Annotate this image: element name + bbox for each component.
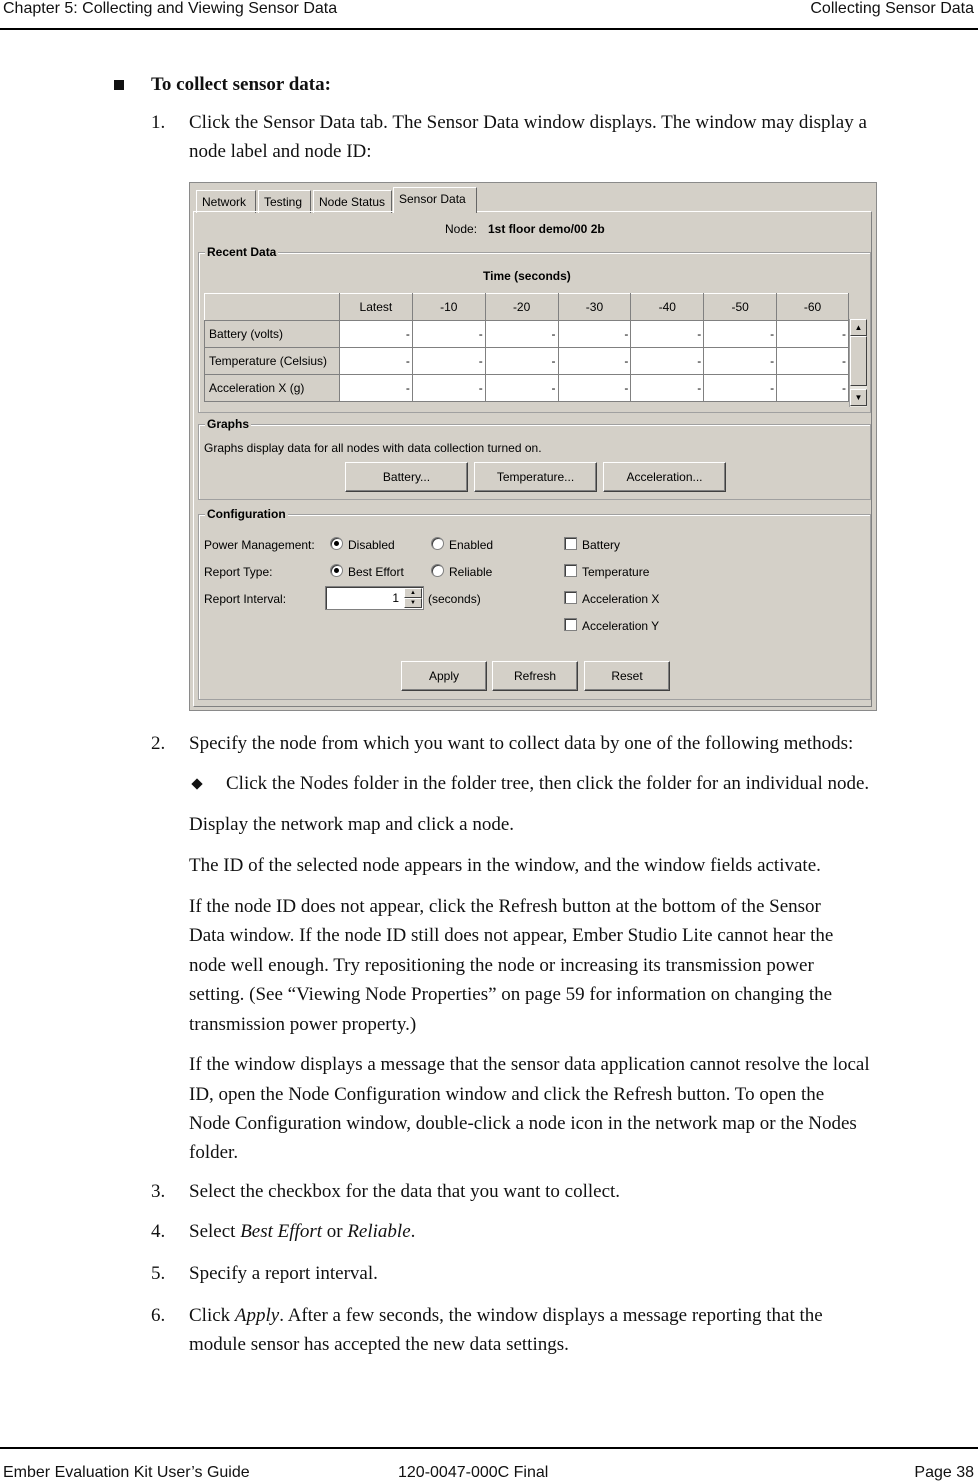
battery-check-label[interactable]: Battery xyxy=(582,538,621,552)
table-cell: - xyxy=(558,321,631,348)
row-label: Battery (volts) xyxy=(205,321,340,348)
step-text xyxy=(189,1301,823,1330)
document-id: 120-0047-000C Final xyxy=(398,1464,549,1481)
table-cell: - xyxy=(339,321,412,348)
time-header: Time (seconds) xyxy=(483,269,571,283)
step-text: Specify the node from which you want to collect data by one of the following methods: xyxy=(189,733,854,754)
table-cell: - xyxy=(412,321,485,348)
spin-down-icon[interactable]: ▼ xyxy=(404,598,422,608)
configuration-title: Configuration xyxy=(207,507,286,521)
diamond-bullet-icon xyxy=(191,778,202,789)
report-interval-spinner[interactable] xyxy=(325,586,424,610)
text-run: . After a few seconds, the window displays a message reporting that the xyxy=(279,1305,823,1326)
table-cell: - xyxy=(558,375,631,402)
step-text: node label and node ID: xyxy=(189,141,372,162)
emphasis: Apply xyxy=(234,1305,280,1326)
paragraph: ID, open the Node Configuration window and click the Refresh button. To open the xyxy=(189,1084,825,1105)
acceleration-x-checkbox[interactable] xyxy=(564,591,577,604)
text-run: Select xyxy=(189,1221,241,1242)
best-effort-radio[interactable] xyxy=(330,564,343,577)
table-cell: - xyxy=(631,348,704,375)
table-cell: - xyxy=(704,321,777,348)
temperature-check-label[interactable]: Temperature xyxy=(582,565,650,579)
spin-up-icon[interactable]: ▲ xyxy=(404,588,422,598)
paragraph: setting. (See “Viewing Node Properties” on page 59 for information on changing the xyxy=(189,984,833,1005)
paragraph: If the node ID does not appear, click the Refresh button at the bottom of the Sensor xyxy=(189,896,821,917)
step-text xyxy=(189,1217,415,1246)
page-header xyxy=(0,0,978,30)
column-header xyxy=(205,294,340,321)
table-cell: - xyxy=(704,348,777,375)
guide-title: Ember Evaluation Kit User’s Guide xyxy=(3,1464,250,1481)
refresh-button[interactable]: Refresh xyxy=(492,661,578,691)
step-text: module sensor has accepted the new data settings. xyxy=(189,1334,569,1355)
table-cell: - xyxy=(485,348,558,375)
report-type-label: Report Type: xyxy=(204,565,273,579)
paragraph: folder. xyxy=(189,1142,239,1163)
node-label: Node: xyxy=(445,222,478,236)
graphs-title: Graphs xyxy=(207,417,250,431)
table-cell: - xyxy=(558,348,631,375)
column-header[interactable]: -10 xyxy=(412,294,485,321)
scroll-thumb[interactable] xyxy=(850,336,867,386)
reset-button[interactable]: Reset xyxy=(584,661,670,691)
table-cell: - xyxy=(631,321,704,348)
text-run: Click xyxy=(189,1305,235,1326)
power-enabled-radio[interactable] xyxy=(431,537,444,550)
sensor-data-window xyxy=(189,182,877,711)
table-cell: - xyxy=(704,375,777,402)
tab-network[interactable]: Network xyxy=(196,190,256,213)
recent-data-group xyxy=(198,245,871,413)
row-label: Acceleration X (g) xyxy=(205,375,340,402)
temperature-graph-button[interactable]: Temperature... xyxy=(474,462,597,492)
paragraph: If the window displays a message that the sensor data application cannot resolve the local xyxy=(189,1054,870,1075)
column-header[interactable]: -60 xyxy=(777,294,849,321)
table-cell: - xyxy=(777,348,849,375)
tab-testing[interactable]: Testing xyxy=(258,190,311,213)
configuration-group xyxy=(198,507,871,700)
table-cell: - xyxy=(339,348,412,375)
sensor-data-panel xyxy=(193,211,872,707)
step-number: 1. xyxy=(151,112,166,133)
paragraph: Data window. If the node ID still does not appear, Ember Studio Lite cannot hear the xyxy=(189,925,834,946)
temperature-checkbox[interactable] xyxy=(564,564,577,577)
emphasis: Reliable xyxy=(347,1221,411,1242)
table-row[interactable] xyxy=(205,375,849,402)
table-scrollbar[interactable] xyxy=(849,319,867,407)
emphasis: Best Effort xyxy=(240,1221,322,1242)
best-effort-label[interactable]: Best Effort xyxy=(348,565,404,579)
paragraph: transmission power property.) xyxy=(189,1014,417,1035)
paragraph: Display the network map and click a node. xyxy=(189,814,515,835)
column-header[interactable]: -50 xyxy=(704,294,777,321)
paragraph: The ID of the selected node appears in the window, and the window fields activate. xyxy=(189,855,821,876)
column-header[interactable]: -30 xyxy=(558,294,631,321)
acceleration-y-check-label[interactable]: Acceleration Y xyxy=(582,619,660,633)
reliable-label[interactable]: Reliable xyxy=(449,565,493,579)
text-run: . xyxy=(410,1221,416,1242)
section-title: Collecting Sensor Data xyxy=(810,0,974,17)
scroll-up-icon[interactable]: ▲ xyxy=(850,319,867,336)
step-number: 4. xyxy=(151,1221,166,1242)
graphs-group xyxy=(198,417,871,500)
page-footer xyxy=(0,1447,978,1483)
table-cell: - xyxy=(777,375,849,402)
paragraph: Node Configuration window, double-click a node icon in the network map or the Nodes xyxy=(189,1113,857,1134)
table-cell: - xyxy=(339,375,412,402)
table-cell: - xyxy=(777,321,849,348)
step-text: Specify a report interval. xyxy=(189,1263,378,1284)
table-cell: - xyxy=(485,375,558,402)
table-row[interactable] xyxy=(205,321,849,348)
step-number: 3. xyxy=(151,1181,166,1202)
column-header[interactable]: -20 xyxy=(485,294,558,321)
node-value: 1st floor demo/00 2b xyxy=(488,222,605,236)
interval-value[interactable]: 1 xyxy=(392,591,399,605)
power-disabled-radio[interactable] xyxy=(330,537,343,550)
battery-graph-button[interactable]: Battery... xyxy=(345,462,468,492)
page-number: Page 38 xyxy=(914,1464,974,1481)
step-text: Click the Sensor Data tab. The Sensor Data window displays. The window may display a xyxy=(189,112,867,133)
table-cell: - xyxy=(412,375,485,402)
recent-data-title: Recent Data xyxy=(207,245,277,259)
square-bullet-icon xyxy=(114,80,124,90)
table-row[interactable] xyxy=(205,348,849,375)
apply-button[interactable]: Apply xyxy=(401,661,487,691)
power-enabled-label[interactable]: Enabled xyxy=(449,538,494,552)
acceleration-graph-button[interactable]: Acceleration... xyxy=(603,462,726,492)
step-number: 6. xyxy=(151,1305,166,1326)
step-number: 2. xyxy=(151,733,166,754)
column-header[interactable]: -40 xyxy=(631,294,704,321)
row-label: Temperature (Celsius) xyxy=(205,348,340,375)
tab-sensor-data[interactable]: Sensor Data xyxy=(393,187,477,213)
report-interval-label: Report Interval: xyxy=(204,592,287,606)
acceleration-x-check-label[interactable]: Acceleration X xyxy=(582,592,660,606)
table-cell: - xyxy=(412,348,485,375)
acceleration-y-checkbox[interactable] xyxy=(564,618,577,631)
paragraph: node well enough. Try repositioning the node or increasing its transmission power xyxy=(189,955,814,976)
power-disabled-label[interactable]: Disabled xyxy=(348,538,395,552)
battery-checkbox[interactable] xyxy=(564,537,577,550)
bullet-text: Click the Nodes folder in the folder tree, then click the folder for an individual node. xyxy=(226,773,870,794)
procedure-heading: To collect sensor data: xyxy=(151,74,331,95)
graphs-description: Graphs display data for all nodes with data collection turned on. xyxy=(204,441,542,455)
tab-node-status[interactable]: Node Status xyxy=(313,190,392,213)
recent-data-table xyxy=(204,293,849,402)
step-number: 5. xyxy=(151,1263,166,1284)
interval-unit: (seconds) xyxy=(428,592,481,606)
table-cell: - xyxy=(485,321,558,348)
table-cell: - xyxy=(631,375,704,402)
scroll-down-icon[interactable]: ▼ xyxy=(850,389,867,406)
column-header[interactable]: Latest xyxy=(339,294,412,321)
chapter-title: Chapter 5: Collecting and Viewing Sensor Data xyxy=(3,0,338,17)
power-management-label: Power Management: xyxy=(204,538,315,552)
step-text: Select the checkbox for the data that you want to collect. xyxy=(189,1181,621,1202)
reliable-radio[interactable] xyxy=(431,564,444,577)
text-run: or xyxy=(322,1221,348,1242)
